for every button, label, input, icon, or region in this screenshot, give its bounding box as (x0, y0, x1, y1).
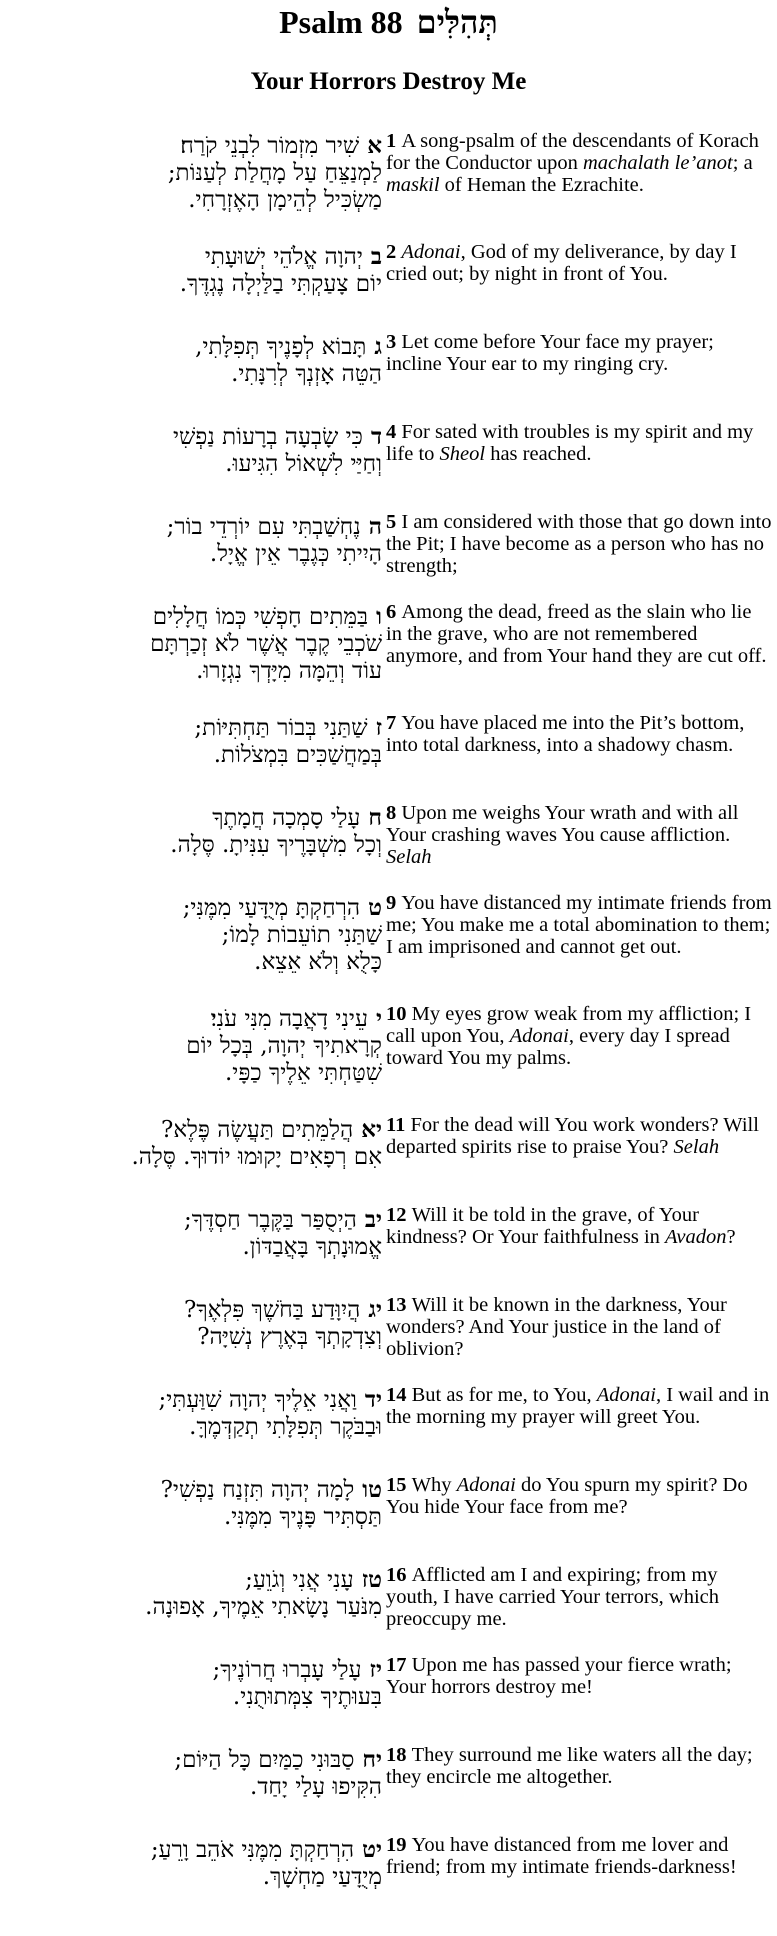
verse-row (0, 601, 777, 712)
verse-number: 16 (386, 1564, 412, 1586)
hebrew-line (2, 1774, 382, 1801)
verse-row (0, 1003, 777, 1114)
hebrew-line (2, 1324, 382, 1351)
hebrew-line (2, 1746, 382, 1774)
hebrew-line (2, 541, 382, 568)
verse-row (0, 892, 777, 1003)
hebrew-line (2, 1060, 382, 1087)
hebrew-text: לָמָה יְהוָה תִּזְנַח נַפְשִׁי? (160, 1477, 355, 1503)
english-text: Why Adonai do You spurn my spirit? Do You hide Your face from me? (386, 1474, 748, 1518)
hebrew-line (2, 1476, 382, 1504)
verse-number: 9 (386, 892, 402, 914)
english-text: Will it be known in the darkness, Your wonders? And Your justice in the land of oblivion? (386, 1294, 727, 1360)
hebrew-line (2, 361, 382, 388)
hebrew-verse (2, 132, 382, 214)
hebrew-line (2, 160, 382, 187)
hebrew-text: נֶחְשַׁבְתִּי עִם יוֹרְדֵי בוֹר; (166, 514, 361, 540)
hebrew-text: וַאֲנִי אֵלֶיךָ יְהוָה שִׁוַּעְתִּי; (158, 1387, 357, 1413)
english-verse (386, 601, 772, 667)
english-verse (386, 892, 772, 958)
hebrew-text: מַשְׂכִּיל לְהֵימָן הָאֶזְרָחִי. (188, 187, 382, 213)
verse-number: 7 (386, 712, 402, 734)
english-verse (386, 511, 772, 577)
hebrew-text: הַיְסֻפַּר בַּקֶּבֶר חַסְדֶּךָ; (183, 1207, 357, 1233)
hebrew-verse (2, 1566, 382, 1621)
verse-row (0, 1744, 777, 1834)
verse-row (0, 241, 777, 331)
english-verse (386, 712, 772, 756)
hebrew-text: אֱמוּנָתְךָ בָּאֲבַדּוֹן. (242, 1234, 382, 1260)
verse-row (0, 511, 777, 601)
verse-row (0, 331, 777, 421)
hebrew-verse-number: יד (364, 1386, 382, 1413)
english-text: Adonai, God of my deliverance, by day I cried out; by night in front of You. (386, 241, 737, 285)
verse-number: 10 (386, 1003, 412, 1025)
verse-row (0, 1654, 777, 1744)
hebrew-line (2, 742, 382, 769)
verse-number: 12 (386, 1204, 412, 1226)
verse-number: 19 (386, 1834, 412, 1856)
hebrew-line (2, 1386, 382, 1414)
english-text: Let come before Your face my prayer; incline Your ear to my ringing cry. (386, 331, 714, 375)
hebrew-verse-number: ב (370, 243, 382, 270)
hebrew-text: בְּמַחֲשַׁכִּים בִּמְצֹלוֹת. (213, 742, 382, 768)
verse-list (0, 130, 777, 1924)
hebrew-text: כָּלֻא וְלֹא אֵצֵא. (254, 949, 382, 975)
hebrew-line (2, 1033, 382, 1060)
verse-number: 2 (386, 241, 402, 263)
hebrew-verse-number: יג (368, 1296, 382, 1323)
verse-number: 8 (386, 802, 402, 824)
hebrew-verse (2, 1116, 382, 1171)
english-text: Will it be told in the grave, of Your kindness? Or Your faithfulness in Avadon? (386, 1204, 736, 1248)
hebrew-line (2, 658, 382, 685)
english-text: Afflicted am I and expiring; from my youth, I have carried Your terrors, which preoccupy me. (386, 1564, 720, 1630)
hebrew-text: אִם רְפָאִים יָקוּמוּ יוֹדוּךָ. סֶּלָה. (131, 1144, 382, 1170)
hebrew-text: וְחַיַּי לִשְׁאוֹל הִגִּיעוּ. (225, 451, 382, 477)
hebrew-verse (2, 714, 382, 769)
verse-number: 14 (386, 1384, 412, 1406)
hebrew-line (2, 1116, 382, 1144)
english-verse (386, 1474, 772, 1518)
verse-number: 11 (386, 1114, 411, 1136)
english-verse (386, 1384, 772, 1428)
hebrew-text: שַׁתַּנִי בְּבוֹר תַּחְתִּיּוֹת; (194, 715, 368, 741)
hebrew-text: בִּעוּתֶיךָ צִמְּתוּתֻנִי. (232, 1684, 382, 1710)
hebrew-text: שֹׁכְבֵי קֶבֶר אֲשֶׁר לֹא זְכַרְתָּם (150, 631, 382, 657)
hebrew-text: עָלַי עָבְרוּ חֲרוֹנֶיךָ; (212, 1657, 362, 1683)
hebrew-verse (2, 603, 382, 685)
hebrew-verse-number: יב (364, 1206, 382, 1233)
page-title (0, 2, 777, 42)
english-text: You have distanced from me lover and friend; from my intimate friends-darkness! (386, 1834, 737, 1878)
page-subtitle: Your Horrors Destroy Me (250, 68, 527, 95)
hebrew-verse (2, 333, 382, 388)
verse-row (0, 712, 777, 802)
verse-number: 1 (386, 130, 402, 152)
hebrew-line (2, 451, 382, 478)
english-verse (386, 241, 772, 285)
hebrew-verse-number: ד (370, 423, 382, 450)
hebrew-text: הַטֵּה אָזְנְךָ לְרִנָּתִי. (231, 361, 382, 387)
hebrew-text: יְהוָה אֱלֹהֵי יְשׁוּעָתִי (204, 244, 363, 270)
hebrew-line (2, 894, 382, 922)
hebrew-line (2, 1656, 382, 1684)
hebrew-text: בַּמֵּתִים חָפְשִׁי כְּמוֹ חֲלָלִים (152, 604, 369, 630)
hebrew-verse-number: ח (368, 804, 382, 831)
hebrew-text: מְיֻדָּעַי מַחְשָׁךְ. (262, 1864, 382, 1890)
verse-number: 5 (386, 511, 402, 533)
verse-number: 17 (386, 1654, 412, 1676)
hebrew-line (2, 603, 382, 631)
hebrew-verse-number: ט (368, 894, 382, 921)
hebrew-text: יוֹם צָעַקְתִּי בַלַּיְלָה נֶגְדֶּךָ. (179, 271, 382, 297)
hebrew-line (2, 1005, 382, 1033)
verse-row (0, 1474, 777, 1564)
hebrew-verse (2, 1656, 382, 1711)
hebrew-text: תָּבוֹא לְפָנֶיךָ תְּפִלָּתִי, (195, 334, 367, 360)
hebrew-line (2, 1504, 382, 1531)
english-text: You have distanced my intimate friends from me; You make me a total abomination to them; I am imprisoned and cannot get out. (386, 892, 772, 958)
hebrew-text: שִׁיר מִזְמוֹר לִבְנֵי קֹרַח׃ (180, 133, 360, 159)
hebrew-verse-number: ה (368, 513, 382, 540)
hebrew-text: וּבַבֹּקֶר תְּפִלָּתִי תְקַדְּמֶךָּ. (189, 1414, 382, 1440)
hebrew-line (2, 423, 382, 451)
english-text: My eyes grow weak from my affliction; I call upon You, Adonai, every day I spread toward You my palms. (386, 1003, 752, 1069)
hebrew-text: עֵינִי דָאֲבָה מִנִּי עֹנִי׃ (210, 1006, 368, 1032)
verse-row (0, 1834, 777, 1924)
english-verse (386, 331, 772, 375)
verse-number: 6 (386, 601, 402, 623)
hebrew-text: עוֹד וְהֵמָּה מִיָּדְךָ נִגְזָרוּ. (196, 658, 382, 684)
english-verse (386, 1744, 772, 1788)
hebrew-verse (2, 1386, 382, 1441)
hebrew-line (2, 1144, 382, 1171)
hebrew-verse-number: טז (361, 1566, 382, 1593)
hebrew-text: הִרְחַקְתָּ מִמֶּנִּי אֹהֵב וָרֵעַ; (150, 1837, 355, 1863)
hebrew-verse (2, 1746, 382, 1801)
hebrew-text: תַּסְתִּיר פָּנֶיךָ מִמֶּנִּי. (223, 1504, 382, 1530)
verse-row (0, 130, 777, 241)
verse-row (0, 1384, 777, 1474)
hebrew-verse (2, 243, 382, 298)
hebrew-line (2, 1864, 382, 1891)
hebrew-line (2, 271, 382, 298)
english-verse (386, 802, 772, 868)
hebrew-line (2, 714, 382, 742)
english-verse (386, 1114, 772, 1158)
english-text: But as for me, to You, Adonai, I wail and in the morning my prayer will greet You. (386, 1384, 770, 1428)
english-verse (386, 1834, 772, 1878)
hebrew-text: הֲיִוָּדַע בַּחֹשֶׁךְ פִּלְאֶךָ? (184, 1297, 361, 1323)
english-verse (386, 1204, 772, 1248)
hebrew-text: הֲלַמֵּתִים תַּעֲשֶׂה פֶּלֶא? (161, 1117, 354, 1143)
english-verse (386, 421, 772, 465)
verse-number: 4 (386, 421, 402, 443)
hebrew-text: לַמְנַצֵּחַ עַל מָחֲלַת לְעַנּוֹת; (167, 160, 382, 186)
english-text: A song-psalm of the descendants of Korach for the Conductor upon machalath le’anot; a maskil of Heman the Ezrachite. (386, 130, 759, 196)
hebrew-text: מִנֹּעַר נָשָׂאתִי אֵמֶיךָ, אָפוּנָה. (145, 1594, 382, 1620)
hebrew-line (2, 1234, 382, 1261)
hebrew-verse-number: ג (374, 333, 382, 360)
hebrew-line (2, 132, 382, 160)
english-text: I am considered with those that go down into the Pit; I have become as a person who has no strength; (386, 511, 772, 577)
hebrew-verse-number: יח (362, 1746, 382, 1773)
hebrew-verse (2, 1836, 382, 1891)
hebrew-text: הָיִיתִי כְּגֶבֶר אֵין אֱיָל. (209, 541, 382, 567)
hebrew-text: קְרָאתִיךָ יְהוָה, בְּכָל יוֹם (186, 1033, 382, 1059)
hebrew-verse (2, 1005, 382, 1087)
hebrew-text: שַׁתַּנִי תוֹעֵבוֹת לָמוֹ; (221, 922, 382, 948)
hebrew-verse-number: טו (362, 1476, 382, 1503)
hebrew-verse (2, 1476, 382, 1531)
hebrew-line (2, 832, 382, 859)
english-verse (386, 130, 772, 196)
english-text: For sated with troubles is my spirit and my life to Sheol has reached. (386, 421, 754, 465)
hebrew-verse-number: יט (362, 1836, 382, 1863)
verse-row (0, 1294, 777, 1384)
hebrew-verse (2, 804, 382, 859)
verse-row (0, 1204, 777, 1294)
hebrew-line (2, 922, 382, 949)
hebrew-text: שִׁטַּחְתִּי אֵלֶיךָ כַפָּי. (225, 1060, 382, 1086)
hebrew-text: וְכָל מִשְׁבָּרֶיךָ עִנִּיתָ. סֶּלָה. (170, 832, 382, 858)
hebrew-verse (2, 423, 382, 478)
hebrew-line (2, 187, 382, 214)
verse-row (0, 802, 777, 892)
hebrew-text: וְצִדְקָתְךָ בְּאֶרֶץ נְשִׁיָּה? (197, 1324, 382, 1350)
hebrew-text: עָלַי סָמְכָה חֲמָתֶךָ (212, 805, 361, 831)
english-text: Among the dead, freed as the slain who lie in the grave, who are not remembered anymore, and from Your hand they are cut off. (386, 601, 767, 667)
hebrew-text: סַבּוּנִי כַמַּיִם כָּל הַיּוֹם; (174, 1747, 355, 1773)
english-verse (386, 1003, 772, 1069)
hebrew-line (2, 804, 382, 832)
hebrew-text: הִקִּיפוּ עָלַי יָחַד. (250, 1774, 382, 1800)
english-text: You have placed me into the Pit’s bottom, into total darkness, into a shadowy chasm. (386, 712, 745, 756)
verse-number: 18 (386, 1744, 412, 1766)
title-english: Psalm 88 (279, 4, 403, 40)
hebrew-line (2, 1836, 382, 1864)
hebrew-verse-number: ו (376, 603, 382, 630)
verse-number: 13 (386, 1294, 412, 1316)
hebrew-verse-number: יא (361, 1116, 382, 1143)
hebrew-text: עָנִי אֲנִי וְגֹוֵעַ; (245, 1567, 354, 1593)
english-verse (386, 1654, 772, 1698)
hebrew-verse (2, 1206, 382, 1261)
english-text: For the dead will You work wonders? Will departed spirits rise to praise You? Selah (386, 1114, 759, 1158)
hebrew-line (2, 1206, 382, 1234)
hebrew-line (2, 631, 382, 658)
hebrew-verse (2, 894, 382, 976)
verse-row (0, 421, 777, 511)
hebrew-line (2, 1296, 382, 1324)
hebrew-line (2, 513, 382, 541)
english-text: Upon me has passed your fierce wrath; Your horrors destroy me! (386, 1654, 732, 1698)
hebrew-verse-number: ז (375, 714, 382, 741)
english-verse (386, 1564, 772, 1630)
hebrew-text: כִּי שָׂבְעָה בְרָעוֹת נַפְשִׁי (172, 424, 363, 450)
verse-number: 3 (386, 331, 402, 353)
hebrew-verse-number: י (375, 1005, 382, 1032)
english-text: Upon me weighs Your wrath and with all Your crashing waves You cause affliction. Selah (386, 802, 739, 868)
english-text: They surround me like waters all the day; they encircle me altogether. (386, 1744, 753, 1788)
hebrew-text: הִרְחַקְתָּ מְיֻדָּעַי מִמֶּנִּי; (182, 895, 361, 921)
hebrew-line (2, 1566, 382, 1594)
verse-number: 15 (386, 1474, 412, 1496)
hebrew-line (2, 243, 382, 271)
hebrew-verse-number: יז (369, 1656, 382, 1683)
verse-row (0, 1114, 777, 1204)
hebrew-line (2, 949, 382, 976)
hebrew-verse (2, 1296, 382, 1351)
hebrew-line (2, 333, 382, 361)
english-verse (386, 1294, 772, 1360)
hebrew-verse-number: א (367, 132, 382, 159)
verse-row (0, 1564, 777, 1654)
hebrew-line (2, 1594, 382, 1621)
title-hebrew: תְּהִלִּים (416, 4, 498, 40)
hebrew-line (2, 1414, 382, 1441)
hebrew-verse (2, 513, 382, 568)
hebrew-line (2, 1684, 382, 1711)
